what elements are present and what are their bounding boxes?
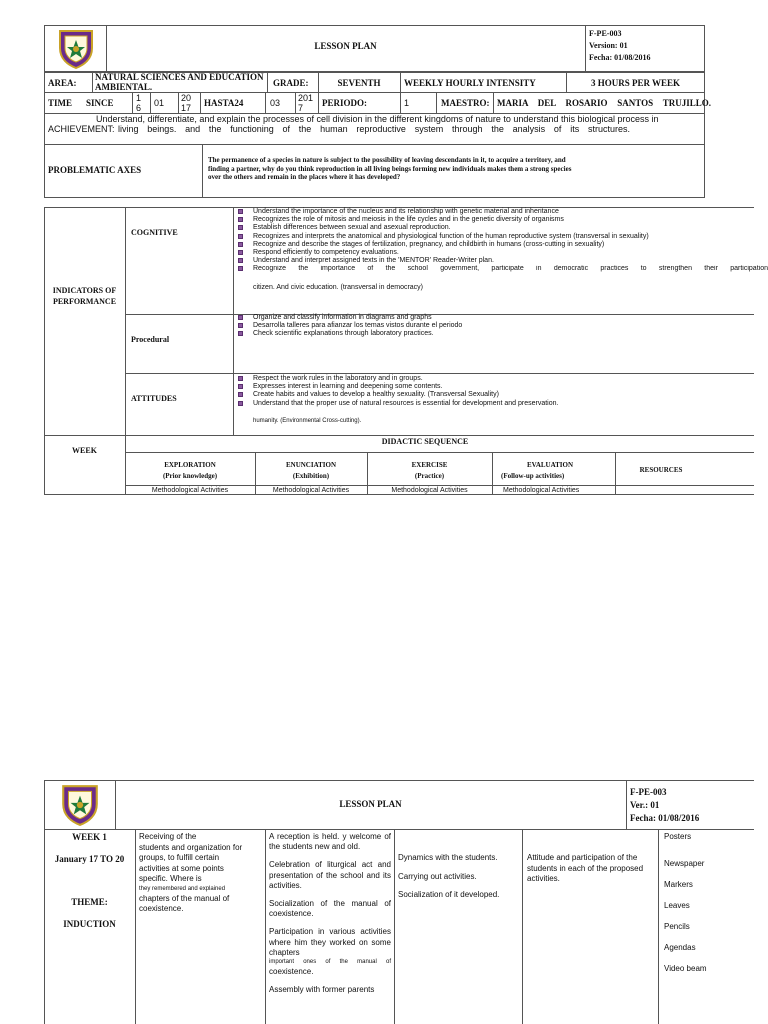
method-activities-2: Methodological Activities [272, 487, 350, 494]
enunciation-cell [269, 832, 391, 1003]
exploration-line: groups, to fulfill certain [139, 853, 220, 862]
list-item: Recognize and describe the stages of fertilization, pregnancy, and childbirth in humans (cross-cutting in sexuality) [234, 241, 754, 249]
procedural-label: Procedural [131, 335, 170, 344]
enunciation-paragraph: Participation in various activities where him they worked on some chapters [269, 927, 391, 957]
list-item: Respond efficiently to competency evaluations. [234, 249, 754, 257]
achievement-label: ACHIEVEMENT: [48, 124, 115, 134]
since-day: 1 6 [136, 93, 142, 113]
list-item: Establish differences between sexual and asexual reproduction. [234, 224, 754, 232]
page2-school-logo [45, 781, 115, 829]
shield-crest-icon [57, 28, 95, 70]
school-logo [45, 26, 106, 71]
list-item: Recognizes and interprets the anatomical and physiological function of the human reproductive system (transversal in sexuality) [234, 233, 754, 241]
since-month: 01 [154, 98, 165, 108]
theme-label: THEME: [71, 897, 108, 907]
exploration-cell [139, 832, 263, 915]
cognitive-list [234, 208, 768, 274]
list-item: Check scientific explanations through laboratory practices. [234, 330, 754, 338]
page2-title: LESSON PLAN [339, 799, 402, 809]
exploration-line: students and organization for [139, 842, 243, 852]
area-value-line1: NATURAL SCIENCES AND EDUCATION [95, 72, 264, 82]
intensity-value: 3 HOURS PER WEEK [590, 78, 681, 88]
attitudes-list [234, 375, 754, 408]
maestro-label: MAESTRO: [441, 98, 490, 108]
exploration-line-small: they remembered and explained [139, 885, 226, 892]
didactic-sequence-label: DIDACTIC SEQUENCE [381, 437, 469, 446]
method-activities-1: Methodological Activities [151, 487, 229, 494]
week-label: WEEK [72, 446, 97, 455]
procedural-list [234, 314, 754, 339]
problematic-label: PROBLEMATIC AXES [48, 165, 142, 175]
col-enunciation-sub: (Exhibition) [292, 472, 330, 480]
week-number: WEEK 1 [72, 832, 107, 842]
list-item: Understand and interpret assigned texts in the 'MENTOR' Reader-Writer plan. [234, 257, 754, 265]
resource-item: Pencils [664, 922, 690, 931]
list-item: Understand the importance of the nucleus and its relationship with genetic material and inheritance [234, 208, 754, 216]
area-value-line2: AMBIENTAL. [95, 82, 153, 92]
maestro-value: MARIA DEL ROSARIO SANTOS TRUJILLO. [497, 98, 711, 108]
col-exploration-sub: (Prior knowledge) [162, 472, 218, 480]
enunciation-paragraph: Celebration of liturgical act and presentation of the school and its activities. [269, 860, 391, 890]
resource-item: Posters [664, 832, 692, 841]
exploration-line: coexistence. [139, 904, 184, 913]
list-item: Create habits and values to develop a healthy sexuality. (Transversal Sexuality) [234, 391, 754, 399]
evaluation-cell: Attitude and participation of the students in each of the proposed activities. [527, 853, 644, 883]
exercise-paragraph: Carrying out activities. [398, 871, 477, 881]
attitudes-continuation: humanity. (Environmental Cross-cutting). [253, 418, 362, 424]
intensity-label: WEEKLY HOURLY INTENSITY [404, 78, 536, 88]
form-version: Version: 01 [589, 41, 628, 50]
grade-label: GRADE: [273, 78, 309, 88]
col-evaluation-sub: (Follow-up activities) [501, 472, 565, 480]
achievement-line2: living beings. and the functioning of the human reproductive system through the analysis of its structures. [118, 124, 630, 134]
since-year: 20 17 [181, 93, 192, 113]
col-resources-title: RESOURCES [639, 466, 683, 474]
list-item: Desarrolla talleres para afianzar los temas vistos durante el periodo [234, 322, 754, 330]
time-label: TIME [48, 98, 73, 108]
enunciation-small: important ones of the manual of [269, 959, 391, 966]
list-item: Respect the work rules in the laboratory and in groups. [234, 375, 754, 383]
col-exercise-sub: (Practice) [414, 472, 445, 480]
exercise-paragraph: Socialization of it developed. [398, 890, 500, 899]
list-item: Recognizes the role of mitosis and meiosis in the life cycles and in the genetic diversity of organisms [234, 216, 754, 224]
hasta-month: 03 [270, 98, 281, 108]
week-dates: January 17 TO 20 [54, 854, 125, 864]
exploration-line: chapters of the manual of [139, 893, 230, 903]
attitudes-label: ATTITUDES [131, 394, 177, 403]
page2-form-version: Ver.: 01 [630, 800, 660, 810]
list-item: Expresses interest in learning and deepening some contents. [234, 383, 754, 391]
achievement-line1: Understand, differentiate, and explain the processes of cell division in the different kingdoms of nature to understand this biological process in [96, 114, 659, 124]
resource-item: Leaves [664, 901, 690, 910]
list-item: Recognize the importance of the school government, participate in democratic practices to strengthen their participation [234, 265, 768, 273]
page2-form-code: F-PE-003 [630, 787, 667, 797]
cognitive-continuation: citizen. And civic education. (transversal in democracy) [253, 284, 424, 291]
page2-form-date: Fecha: 01/08/2016 [630, 813, 700, 823]
exploration-line: specific. Where is [139, 874, 202, 883]
resource-item: Agendas [664, 943, 696, 952]
theme-value: INDUCTION [63, 919, 116, 929]
cognitive-label: COGNITIVE [131, 228, 178, 237]
exercise-cell [398, 853, 516, 909]
hasta-label: HASTA24 [204, 98, 244, 108]
since-label: SINCE [86, 98, 114, 108]
enunciation-paragraph: A reception is held. y welcome of the students new and old. [269, 832, 391, 852]
col-enunciation-title: ENUNCIATION [285, 461, 337, 469]
grade-value: SEVENTH [337, 78, 381, 88]
method-activities-3: Methodological Activities [391, 487, 468, 494]
col-exercise-title: EXERCISE [411, 461, 448, 469]
list-item: Organize and classify information in diagrams and graphs [234, 314, 754, 322]
exploration-line: Receiving of the [139, 832, 197, 841]
resources-cell [664, 832, 754, 979]
resource-item: Newspaper [664, 859, 705, 868]
shield-crest-icon [60, 783, 100, 827]
enunciation-paragraph: Assembly with former parents [269, 985, 375, 995]
periodo-label: PERIODO: [322, 98, 367, 108]
form-code: F-PE-003 [589, 29, 622, 38]
method-activities-4: Methodological Activities [503, 487, 580, 494]
enunciation-paragraph: Socialization of the manual of coexistence. [269, 899, 391, 919]
enunciation-paragraph: coexistence. [269, 967, 314, 977]
list-item: Understand that the proper use of natural resources is essential for development and preservation. [234, 400, 754, 408]
form-date: Fecha: 01/08/2016 [589, 53, 651, 62]
problematic-text: The permanence of a species in nature is subject to the possibility of leaving descendants in it, to acquire a territory, and finding a partner, why do you think reproduction in all living beings forming new individuals makes them a strong species over the others and remain in the places where it has developed? [208, 156, 572, 182]
resource-item: Video beam [664, 964, 707, 973]
col-evaluation-title: EVALUATION [527, 461, 574, 469]
hasta-year: 201 7 [298, 93, 314, 113]
resource-item: Markers [664, 880, 693, 889]
indicators-label-line2: PERFORMANCE [52, 297, 117, 306]
exercise-paragraph: Dynamics with the students. [398, 853, 498, 862]
col-exploration-title: EXPLORATION [164, 461, 216, 469]
page-title: LESSON PLAN [314, 41, 377, 51]
area-label: AREA: [48, 78, 77, 88]
indicators-label-line1: INDICATORS OF [52, 286, 117, 295]
exploration-line: activities at some points [139, 863, 224, 873]
periodo-value: 1 [404, 98, 410, 108]
